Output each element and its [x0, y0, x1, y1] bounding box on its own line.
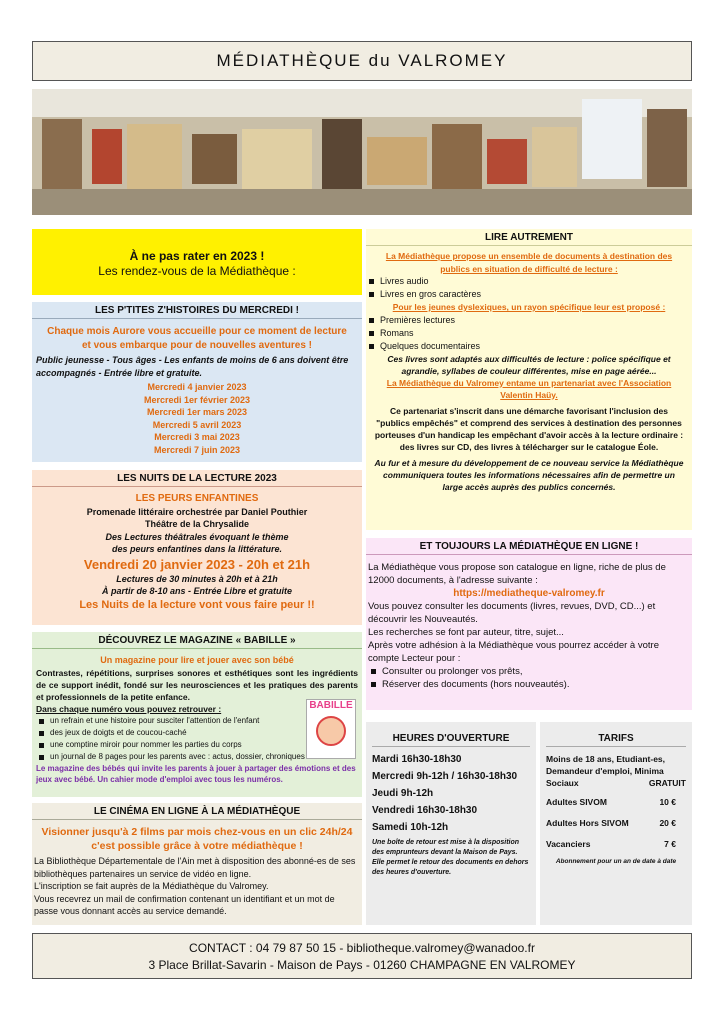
list-item: Consulter ou prolonger vos prêts, — [382, 665, 690, 678]
date-item: Mercredi 4 janvier 2023 — [147, 382, 247, 392]
nuits-closing: Les Nuits de la lecture vont vous faire peur !! — [79, 598, 315, 611]
date-item: Mercredi 1er mars 2023 — [146, 407, 248, 417]
library-photo — [32, 89, 692, 215]
date-item: Mercredi 3 mai 2023 — [154, 432, 240, 442]
online-list — [368, 665, 690, 691]
tarif-row — [546, 839, 686, 849]
lire-list-1 — [366, 275, 692, 301]
list-item: un journal de 8 pages pour les parents avec : actus, dossier, chroniques — [50, 751, 310, 763]
tarif-value: 7 € — [664, 839, 676, 849]
histoires-intro-1: Chaque mois Aurore vous accueille pour ce moment de lecture — [47, 326, 347, 337]
library-panorama-image — [32, 89, 692, 215]
list-item: Premières lectures — [380, 314, 692, 327]
baby-face-icon — [316, 716, 346, 746]
lire-closing: Au fur et à mesure du développement de ce nouveau service la Médiathèque communiquera toutes les informations nécessaires afin de permettre un large accès auprès des publics concernés. — [374, 457, 684, 492]
hours-row: Vendredi 16h30-18h30 — [372, 805, 478, 816]
lire-partner-text-block: Ce partenariat s'inscrit dans une démarche favorisant l'inclusion des "publics empêchés" et comprend des services à destination des personnes porteuses d'un handicap les empêchant d'avoir accès à la lecture ordinaire : des livres sur CD, des livres à télécharger sur le catalogue Éole. — [374, 405, 684, 452]
online-p2: Vous pouvez consulter les documents (livres, revues, DVD, CD...) et découvrir les Nouveautés. — [368, 601, 656, 625]
tarif-label: Vacanciers — [546, 839, 591, 849]
lire-section — [366, 229, 692, 530]
babille-title: DÉCOUVREZ LE MAGAZINE « BABILLE » — [32, 632, 362, 649]
babille-subtitle: Un magazine pour lire et jouer avec son bébé — [100, 655, 294, 665]
contact-line2: 3 Place Brillat-Savarin - Maison de Pays - 01260 CHAMPAGNE EN VALROMEY — [148, 958, 576, 972]
tarif-row — [546, 797, 686, 807]
list-item: Quelques documentaires — [380, 340, 692, 353]
babille-text: Contrastes, répétitions, surprises sonores et esthétiques sont les ingrédients de ce support inédit, fondé sur les neurosciences et les pratiques des parents et professionnels de la petite enfance. — [36, 667, 358, 702]
babille-closing: Le magazine des bébés qui invite les parents à jouer à partager des émotions et des jeux avec bébé. Un cahier mode d'emploi avec tous les numéros. — [36, 764, 356, 784]
tarifs-list — [540, 789, 692, 849]
babille-section — [32, 632, 362, 797]
date-item: Mercredi 7 juin 2023 — [153, 444, 241, 455]
nuits-subtitle: LES PEURS ENFANTINES — [135, 493, 259, 504]
lire-dys-text: Pour les jeunes dyslexiques, un rayon spécifique leur est proposé — [392, 302, 661, 312]
list-item: des jeux de doigts et de coucou-caché — [50, 727, 310, 739]
list-item: une comptine miroir pour nommer les parties du corps — [50, 739, 310, 751]
lire-list-2 — [366, 314, 692, 353]
list-item: Réserver des documents (hors nouveautés). — [382, 678, 690, 691]
hours-section — [366, 722, 536, 925]
histoires-intro — [32, 325, 362, 352]
tarif-value: 10 € — [659, 797, 676, 807]
lire-intro: La Médiathèque propose un ensemble de documents à destination des publics en situation de difficulté de lecture : — [385, 251, 673, 274]
histoires-section — [32, 302, 362, 462]
nuits-section — [32, 470, 362, 625]
hours-row: Jeudi 9h-12h — [372, 788, 434, 799]
contact-line1: CONTACT : 04 79 87 50 15 - bibliotheque.valromey@wanadoo.fr — [189, 941, 535, 955]
online-p3: Les recherches se font par auteur, titre, sujet... — [368, 627, 564, 638]
hours-title: HEURES D'OUVERTURE — [372, 730, 530, 747]
hours-row: Mercredi 9h-12h / 16h30-18h30 — [372, 771, 518, 782]
cinema-highlight-1: Visionner jusqu'à 2 films par mois chez-vous en un clic 24h/24 — [41, 826, 353, 838]
babille-list-title: Dans chaque numéro vous pouvez retrouver : — [36, 703, 222, 714]
cinema-highlight-2: c'est possible grâce à votre médiathèque ! — [91, 839, 303, 852]
date-item: Mercredi 1er février 2023 — [143, 394, 251, 405]
nuits-title: LES NUITS DE LA LECTURE 2023 — [32, 470, 362, 487]
hours-note: Une boîte de retour est mise à la disposition des emprunteurs devant la Maison de Pays. Elle permet le retour des documents en dehors des heures d'ouverture. — [372, 839, 529, 876]
lire-intro-text: La Médiathèque propose un ensemble de documents à destination des publics en situation de difficulté de lecture — [385, 251, 673, 274]
cinema-section — [32, 803, 362, 925]
hours-row: Samedi 10h-12h — [372, 822, 449, 833]
date-item: Mercredi 5 avril 2023 — [152, 419, 242, 430]
histoires-public: Public jeunesse - Tous âges - Les enfants de moins de 6 ans doivent être accompagnés - Entrée libre et gratuite. — [36, 355, 349, 378]
promo-banner — [32, 229, 362, 295]
tarifs-free-value: GRATUIT — [648, 778, 686, 788]
list-item: Livres audio — [380, 275, 692, 288]
tarif-row — [546, 818, 686, 828]
online-title: ET TOUJOURS LA MÉDIATHÈQUE EN LIGNE ! — [366, 538, 692, 555]
lire-title: LIRE AUTREMENT — [366, 229, 692, 246]
online-section — [366, 538, 692, 710]
babille-cover — [306, 699, 356, 759]
online-url-link[interactable]: https://mediatheque-valromey.fr — [453, 588, 605, 599]
page-title: MÉDIATHÈQUE du VALROMEY — [32, 41, 692, 81]
nuits-line6: À partir de 8-10 ans - Entrée Libre et gratuite — [101, 586, 293, 596]
tarifs-section — [540, 722, 692, 925]
tarif-label: Adultes SIVOM — [546, 797, 607, 807]
online-p4: Après votre adhésion à la Médiathèque vous pourrez accéder à votre compte Lecteur pour : — [368, 640, 659, 664]
lire-partner: La Médiathèque du Valromey entame un partenariat avec l'Association Valentin Haüy. — [386, 377, 672, 400]
histoires-title: LES P'TITES Z'HISTOIRES DU MERCREDI ! — [32, 302, 362, 319]
hours-row: Mardi 16h30-18h30 — [372, 754, 462, 765]
tarifs-free-label: Moins de 18 ans, Etudiant-es, Demandeur d'emploi, Minima Sociaux — [546, 754, 666, 788]
nuits-line3: Des Lectures théâtrales évoquant le thème — [105, 531, 289, 542]
cinema-p3: Vous recevrez un mail de confirmation contenant un identifiant et un mot de passe vous donnant accès au service demandé. — [34, 893, 335, 916]
online-p1: La Médiathèque vous propose son catalogue en ligne, riche de plus de 12000 documents, à l'adresse suivante : — [368, 562, 666, 586]
nuits-date: Vendredi 20 janvier 2023 - 20h et 21h — [83, 556, 311, 572]
babille-list — [36, 715, 310, 763]
promo-line2: Les rendez-vous de la Médiathèque : — [98, 264, 296, 278]
babille-cover-title: BABILLE — [309, 699, 353, 711]
tarifs-free — [540, 747, 692, 789]
nuits-line5: Lectures de 30 minutes à 20h et à 21h — [116, 573, 278, 584]
lire-partner-text: La Médiathèque du Valromey entame un partenariat avec l'Association Valentin Haüy — [386, 377, 672, 400]
nuits-line4: des peurs enfantines dans la littérature. — [111, 544, 283, 554]
cinema-p2: L'inscription se fait auprès de la Médiathèque du Valromey. — [34, 881, 269, 891]
list-item: Livres en gros caractères — [380, 288, 692, 301]
cinema-title: LE CINÉMA EN LIGNE À LA MÉDIATHÈQUE — [32, 803, 362, 820]
histoires-intro-2: et vous embarque pour de nouvelles aventures ! — [81, 339, 313, 351]
cinema-p1: La Bibliothèque Départementale de l'Ain met à disposition des abonné-es de ses bibliothèques partenaires un service de vidéo en ligne. — [34, 856, 356, 879]
list-item: un refrain et une histoire pour susciter l'attention de l'enfant — [50, 715, 310, 727]
nuits-line2: Théâtre de la Chrysalide — [144, 519, 250, 529]
lire-adapted: Ces livres sont adaptés aux difficultés de lecture : police spécifique et agrandie, syllabes de couleur différentes, mise en page aérée... — [387, 353, 671, 376]
contact-footer — [32, 933, 692, 979]
tarif-value: 20 € — [659, 818, 676, 828]
hours-list — [366, 747, 536, 836]
lire-dys: Pour les jeunes dyslexiques, un rayon spécifique leur est proposé : — [392, 302, 666, 312]
tarifs-note: Abonnement pour un an de date à date — [555, 858, 677, 865]
tarif-label: Adultes Hors SIVOM — [546, 818, 629, 828]
histoires-dates — [32, 381, 362, 456]
nuits-line1: Promenade littéraire orchestrée par Daniel Pouthier — [86, 506, 308, 517]
list-item: Romans — [380, 327, 692, 340]
tarifs-title: TARIFS — [546, 730, 686, 747]
promo-line1: À ne pas rater en 2023 ! — [129, 249, 265, 263]
